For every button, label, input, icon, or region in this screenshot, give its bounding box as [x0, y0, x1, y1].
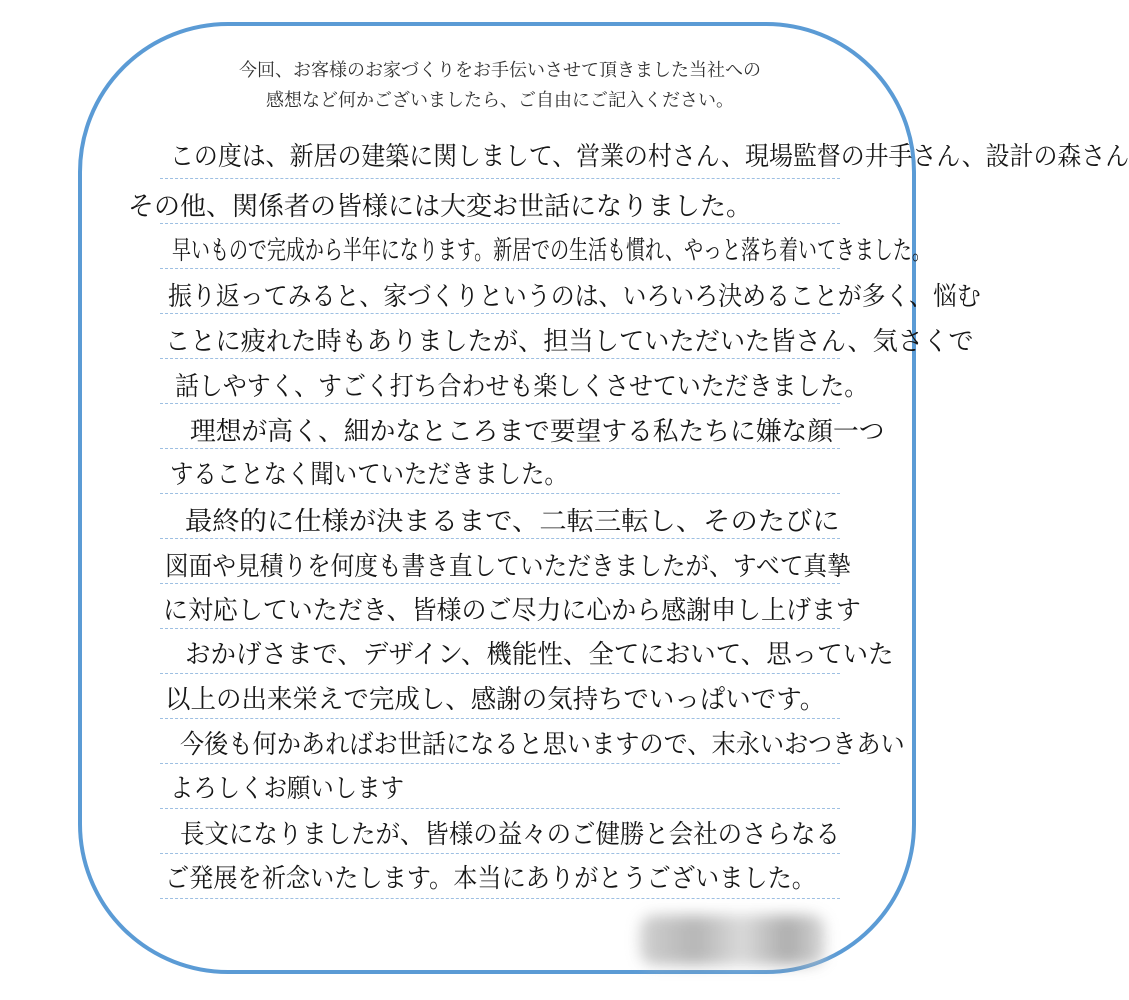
handwritten-line-5: ことに疲れた時もありましたが、担当していただいた皆さん、気さくで	[165, 327, 974, 357]
ruled-line	[160, 853, 840, 854]
handwritten-line-13: 以上の出来栄えで完成し、感謝の気持ちでいっぱいです。	[165, 685, 826, 715]
ruled-line	[160, 808, 840, 809]
handwritten-line-8: することなく聞いていただきました。	[170, 460, 568, 490]
ruled-line	[160, 178, 840, 179]
blurred-signature	[640, 915, 825, 965]
handwritten-line-7: 理想が高く、細かなところまで要望する私たちに嫌な顔一つ	[190, 417, 885, 447]
ruled-line	[160, 898, 840, 899]
ruled-line	[160, 268, 840, 269]
handwritten-line-9: 最終的に仕様が決まるまで、二転三転し、そのたびに	[185, 507, 840, 537]
ruled-line	[160, 628, 840, 629]
handwritten-line-14: 今後も何かあればお世話になると思いますので、末永いおつきあい	[180, 730, 905, 760]
ruled-line	[160, 718, 840, 719]
ruled-line	[160, 673, 840, 674]
handwritten-line-17: ご発展を祈念いたします。本当にありがとうございました。	[165, 864, 816, 894]
handwritten-line-10: 図面や見積りを何度も書き直していただきましたが、すべて真摯	[165, 552, 851, 582]
handwritten-line-4: 振り返ってみると、家づくりというのは、いろいろ決めることが多く、悩む	[168, 282, 981, 312]
handwritten-line-15: よろしくお願いします	[170, 774, 405, 804]
form-prompt-line-1: 今回、お客様のお家づくりをお手伝いさせて頂きました当社への	[239, 60, 761, 81]
handwritten-line-6: 話しやすく、すごく打ち合わせも楽しくさせていただきました。	[175, 372, 869, 402]
handwritten-line-3: 早いもので完成から半年になります。新居での生活も慣れ、やっと落ち着いてきました。	[172, 236, 931, 266]
handwritten-line-1: この度は、新居の建築に関しまして、営業の村さん、現場監督の井手さん、設計の森さん	[170, 142, 1129, 172]
handwritten-line-11: に対応していただき、皆様のご尽力に心から感謝申し上げます	[163, 596, 861, 626]
form-prompt-line-2: 感想など何かございましたら、ご自由にご記入ください。	[266, 90, 734, 111]
handwritten-line-16: 長文になりましたが、皆様の益々のご健勝と会社のさらなる	[180, 820, 840, 850]
ruled-line	[160, 763, 840, 764]
handwritten-line-2: その他、関係者の皆様には大変お世話になりました。	[128, 192, 753, 222]
handwritten-line-12: おかげさまで、デザイン、機能性、全てにおいて、思っていた	[185, 640, 894, 670]
ruled-line	[160, 493, 840, 494]
